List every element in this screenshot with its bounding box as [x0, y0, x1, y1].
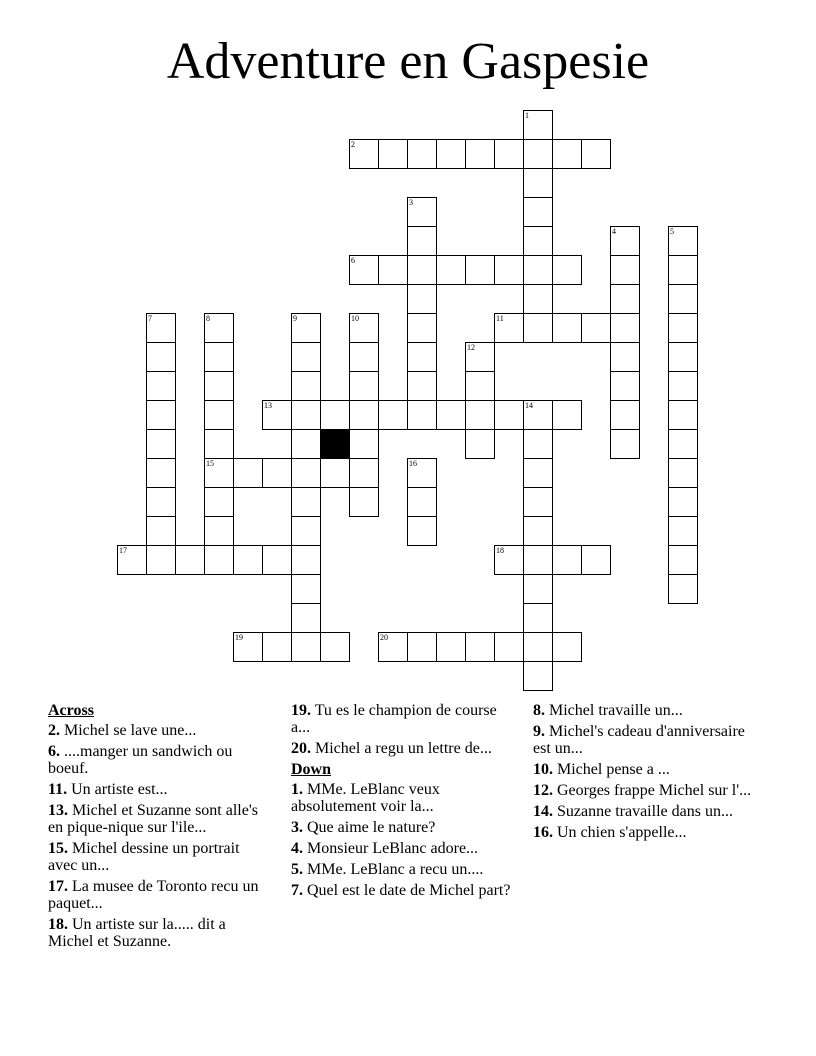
clue-item	[533, 702, 755, 719]
clue-item	[48, 743, 270, 777]
grid-cell[interactable]	[291, 632, 321, 662]
grid-cell[interactable]	[349, 255, 379, 285]
grid-cell[interactable]	[523, 313, 553, 343]
cell-number: 12	[467, 343, 475, 352]
grid-cell[interactable]	[349, 313, 379, 343]
clue-number: 14.	[533, 803, 553, 820]
clue-text: Suzanne travaille dans un...	[557, 803, 733, 820]
grid-cell[interactable]	[523, 661, 553, 691]
grid-cell[interactable]	[465, 255, 495, 285]
clue-text: Michel pense a ...	[557, 761, 670, 778]
grid-cell[interactable]	[668, 516, 698, 546]
cell-number: 3	[409, 198, 413, 207]
grid-cell[interactable]	[407, 255, 437, 285]
grid-cell[interactable]	[378, 632, 408, 662]
clue-number: 11.	[48, 781, 68, 798]
grid-cell[interactable]	[465, 139, 495, 169]
grid-cell[interactable]	[204, 545, 234, 575]
grid-cell[interactable]	[407, 371, 437, 401]
clue-number: 12.	[533, 782, 553, 799]
grid-cell[interactable]	[465, 371, 495, 401]
clue-text: Michel et Suzanne sont alle's en pique-nique sur l'ile...	[48, 802, 258, 836]
grid-cell[interactable]	[146, 516, 176, 546]
clue-text: Quel est le date de Michel part?	[307, 882, 511, 899]
grid-cell[interactable]	[610, 255, 640, 285]
grid-cell[interactable]	[465, 429, 495, 459]
grid-cell[interactable]	[233, 545, 263, 575]
grid-cell[interactable]	[407, 516, 437, 546]
grid-cell[interactable]	[668, 400, 698, 430]
grid-cell[interactable]	[523, 516, 553, 546]
clue-number: 15.	[48, 840, 68, 857]
clue-text: Un chien s'appelle...	[557, 824, 687, 841]
clue-item	[533, 782, 755, 799]
cell-number: 11	[496, 314, 504, 323]
clue-item	[291, 861, 513, 878]
grid-cell[interactable]	[291, 458, 321, 488]
cell-number: 17	[119, 546, 127, 555]
grid-cell[interactable]	[291, 313, 321, 343]
clue-text: Michel dessine un portrait avec un...	[48, 840, 240, 874]
cell-number: 19	[235, 633, 243, 642]
grid-cell[interactable]	[291, 574, 321, 604]
clue-item	[533, 723, 755, 757]
grid-cell[interactable]	[523, 574, 553, 604]
grid-cell[interactable]	[320, 632, 350, 662]
grid-cell[interactable]	[523, 284, 553, 314]
grid-cell[interactable]	[320, 458, 350, 488]
clue-number: 7.	[291, 882, 303, 899]
clue-text: Tu es le champion de course a...	[291, 702, 497, 736]
grid-cell[interactable]	[610, 226, 640, 256]
grid-cell[interactable]	[291, 545, 321, 575]
clue-number: 20.	[291, 740, 311, 757]
grid-cell[interactable]	[436, 632, 466, 662]
grid-cell[interactable]	[349, 139, 379, 169]
grid-cell[interactable]	[291, 516, 321, 546]
grid-cell[interactable]	[349, 371, 379, 401]
clue-item	[48, 840, 270, 874]
clue-number: 2.	[48, 722, 60, 739]
clue-item	[291, 781, 513, 815]
clue-number: 10.	[533, 761, 553, 778]
grid-cell[interactable]	[378, 255, 408, 285]
cell-number: 5	[670, 227, 674, 236]
clue-number: 17.	[48, 878, 68, 895]
grid-cell[interactable]	[494, 400, 524, 430]
cell-number: 13	[264, 401, 272, 410]
grid-cell[interactable]	[523, 400, 553, 430]
clue-item	[48, 878, 270, 912]
clue-item	[48, 802, 270, 836]
grid-cell[interactable]	[204, 487, 234, 517]
grid-cell[interactable]	[407, 400, 437, 430]
grid-cell[interactable]	[146, 371, 176, 401]
grid-cell[interactable]	[494, 632, 524, 662]
grid-cell[interactable]	[523, 603, 553, 633]
grid-cell[interactable]	[552, 545, 582, 575]
clue-text: Monsieur LeBlanc adore...	[307, 840, 479, 857]
cell-number: 15	[206, 459, 214, 468]
grid-cell[interactable]	[291, 429, 321, 459]
grid-cell[interactable]	[668, 458, 698, 488]
clue-number: 13.	[48, 802, 68, 819]
grid-cell[interactable]	[581, 545, 611, 575]
grid-cell[interactable]	[523, 487, 553, 517]
grid-cell[interactable]	[204, 458, 234, 488]
grid-cell[interactable]	[378, 400, 408, 430]
grid-cell[interactable]	[349, 400, 379, 430]
grid-cell[interactable]	[407, 139, 437, 169]
clue-text: Michel travaille un...	[549, 702, 683, 719]
grid-cell[interactable]	[291, 487, 321, 517]
clue-number: 18.	[48, 916, 68, 933]
clue-text: Georges frappe Michel sur l'...	[557, 782, 752, 799]
clue-text: MMe. LeBlanc veux absolutement voir la...	[291, 781, 440, 815]
grid-cell[interactable]	[523, 139, 553, 169]
clue-item	[48, 722, 270, 739]
grid-cell[interactable]	[465, 400, 495, 430]
cell-number: 6	[351, 256, 355, 265]
clue-text: Michel a regu un lettre de...	[315, 740, 492, 757]
grid-cell[interactable]	[581, 139, 611, 169]
grid-cell[interactable]	[668, 342, 698, 372]
grid-cell[interactable]	[465, 632, 495, 662]
clue-number: 5.	[291, 861, 303, 878]
cell-number: 18	[496, 546, 504, 555]
clue-item	[533, 803, 755, 820]
clue-item	[533, 824, 755, 841]
grid-cell[interactable]	[523, 110, 553, 140]
grid-cell[interactable]	[407, 342, 437, 372]
clue-number: 9.	[533, 723, 545, 740]
clue-item	[291, 740, 513, 757]
grid-cell[interactable]	[523, 458, 553, 488]
grid-cell[interactable]	[668, 487, 698, 517]
grid-cell[interactable]	[349, 487, 379, 517]
grid-cell[interactable]	[146, 313, 176, 343]
grid-cell[interactable]	[668, 284, 698, 314]
grid-cell[interactable]	[610, 313, 640, 343]
grid-cell[interactable]	[523, 168, 553, 198]
grid-cell[interactable]	[523, 632, 553, 662]
grid-cell[interactable]	[610, 429, 640, 459]
clue-text: Michel se lave une...	[64, 722, 197, 739]
grid-cell[interactable]	[523, 429, 553, 459]
cell-number: 4	[612, 227, 616, 236]
grid-cell[interactable]	[552, 632, 582, 662]
grid-cell[interactable]	[146, 545, 176, 575]
grid-cell[interactable]	[494, 255, 524, 285]
grid-cell[interactable]	[262, 632, 292, 662]
clue-item	[291, 840, 513, 857]
clue-text: MMe. LeBlanc a recu un....	[307, 861, 484, 878]
grid-cell[interactable]	[291, 603, 321, 633]
cell-number: 14	[525, 401, 533, 410]
grid-cell[interactable]	[668, 313, 698, 343]
grid-cell[interactable]	[117, 545, 147, 575]
grid-cell[interactable]	[552, 139, 582, 169]
grid-cell[interactable]	[407, 487, 437, 517]
across-heading: Across	[48, 702, 94, 719]
grid-cell[interactable]	[407, 313, 437, 343]
cell-number: 1	[525, 111, 529, 120]
grid-cell[interactable]	[320, 400, 350, 430]
clue-number: 16.	[533, 824, 553, 841]
cell-number: 9	[293, 314, 297, 323]
grid-cell[interactable]	[668, 226, 698, 256]
clue-item	[48, 916, 270, 950]
grid-cell[interactable]	[668, 574, 698, 604]
clue-column-3	[533, 702, 755, 845]
grid-cell[interactable]	[668, 371, 698, 401]
grid-cell[interactable]	[552, 400, 582, 430]
cell-number: 2	[351, 140, 355, 149]
grid-cell[interactable]	[407, 632, 437, 662]
grid-cell[interactable]	[291, 400, 321, 430]
grid-cell[interactable]	[407, 284, 437, 314]
grid-cell[interactable]	[204, 313, 234, 343]
grid-cell[interactable]	[407, 458, 437, 488]
clue-text: ....manger un sandwich ou boeuf.	[48, 743, 233, 777]
grid-cell[interactable]	[291, 371, 321, 401]
clue-text: Que aime le nature?	[307, 819, 436, 836]
clue-column-2	[291, 702, 513, 903]
grid-cell[interactable]	[291, 342, 321, 372]
grid-cell[interactable]	[204, 400, 234, 430]
cell-number: 10	[351, 314, 359, 323]
cell-number: 20	[380, 633, 388, 642]
grid-cell[interactable]	[146, 487, 176, 517]
grid-cell[interactable]	[175, 545, 205, 575]
grid-cell[interactable]	[523, 255, 553, 285]
grid-cell[interactable]	[146, 458, 176, 488]
grid-cell[interactable]	[262, 400, 292, 430]
clue-number: 19.	[291, 702, 311, 719]
grid-cell[interactable]	[465, 342, 495, 372]
clue-number: 1.	[291, 781, 303, 798]
grid-cell[interactable]	[146, 429, 176, 459]
clue-item	[533, 761, 755, 778]
clue-number: 4.	[291, 840, 303, 857]
grid-cell[interactable]	[668, 545, 698, 575]
grid-cell[interactable]	[523, 545, 553, 575]
grid-cell[interactable]	[204, 342, 234, 372]
grid-cell[interactable]	[262, 458, 292, 488]
down-heading: Down	[291, 761, 332, 778]
grid-cell[interactable]	[204, 371, 234, 401]
clue-item	[291, 819, 513, 836]
grid-cell[interactable]	[668, 429, 698, 459]
grid-cell[interactable]	[668, 255, 698, 285]
grid-cell[interactable]	[552, 255, 582, 285]
cell-number: 16	[409, 459, 417, 468]
grid-cell[interactable]	[146, 400, 176, 430]
cell-number: 8	[206, 314, 210, 323]
grid-cell[interactable]	[494, 545, 524, 575]
grid-cell[interactable]	[436, 400, 466, 430]
grid-cell[interactable]	[494, 313, 524, 343]
clue-item	[291, 882, 513, 899]
cell-number: 7	[148, 314, 152, 323]
grid-cell[interactable]	[436, 139, 466, 169]
clue-number: 6.	[48, 743, 60, 760]
clue-item	[291, 702, 513, 736]
grid-cell[interactable]	[349, 458, 379, 488]
grid-cell[interactable]	[262, 545, 292, 575]
grid-cell[interactable]	[610, 371, 640, 401]
clue-text: Michel's cadeau d'anniversaire est un...	[533, 723, 745, 757]
grid-cell[interactable]	[407, 226, 437, 256]
grid-cell[interactable]	[349, 429, 379, 459]
grid-cell[interactable]	[610, 284, 640, 314]
grid-cell[interactable]	[552, 313, 582, 343]
grid-cell[interactable]	[581, 313, 611, 343]
grid-cell[interactable]	[233, 632, 263, 662]
clue-number: 3.	[291, 819, 303, 836]
grid-cell[interactable]	[610, 342, 640, 372]
puzzle-title: Adventure en Gaspesie	[166, 33, 650, 90]
clue-number: 8.	[533, 702, 545, 719]
clue-text: La musee de Toronto recu un paquet...	[48, 878, 259, 912]
grid-cell[interactable]	[233, 458, 263, 488]
black-cell	[320, 429, 350, 459]
grid-cell[interactable]	[349, 342, 379, 372]
grid-cell[interactable]	[378, 139, 408, 169]
grid-cell[interactable]	[523, 226, 553, 256]
grid-cell[interactable]	[523, 197, 553, 227]
grid-cell[interactable]	[610, 400, 640, 430]
clue-column-1	[48, 702, 270, 954]
grid-cell[interactable]	[146, 342, 176, 372]
grid-cell[interactable]	[436, 255, 466, 285]
grid-cell[interactable]	[494, 139, 524, 169]
grid-cell[interactable]	[407, 197, 437, 227]
clue-item	[48, 781, 270, 798]
grid-cell[interactable]	[204, 429, 234, 459]
grid-cell[interactable]	[204, 516, 234, 546]
clue-text: Un artiste sur la..... dit a Michel et Suzanne.	[48, 916, 226, 950]
clue-text: Un artiste est...	[71, 781, 168, 798]
